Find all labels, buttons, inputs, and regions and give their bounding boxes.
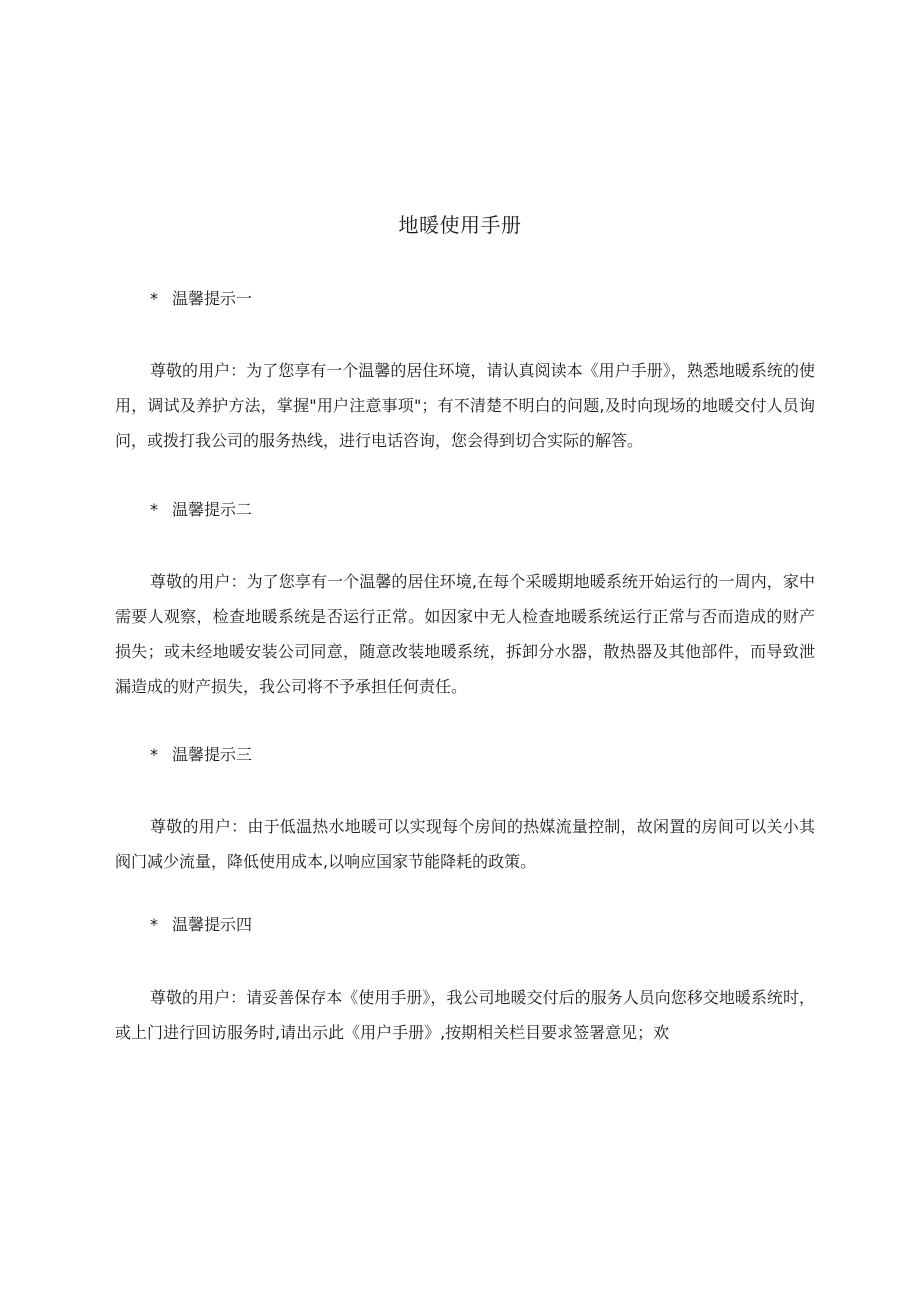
document-title: 地暖使用手册 xyxy=(398,213,522,237)
section-body-2: 尊敬的用户：为了您享有一个温馨的居住环境,在每个采暖期地暖系统开始运行的一周内，家中需要人观察，检查地暖系统是否运行正常。如因家中无人检查地暖系统运行正常与否而造成的财产损失；或未经地暖安装公司同意，随意改装地暖系统，拆卸分水器，散热器及其他部件，而导致泄漏造成的财产损失，我公司将不予承担任何责任。 xyxy=(115,572,815,696)
section-heading-text: 温馨提示二 xyxy=(172,500,253,519)
bullet-star: * xyxy=(150,500,158,519)
bullet-star: * xyxy=(150,289,158,308)
bullet-star: * xyxy=(150,745,158,764)
section-body-3: 尊敬的用户：由于低温热水地暖可以实现每个房间的热媒流量控制，故闲置的房间可以关小其阀门减少流量，降低使用成本,以响应国家节能降耗的政策。 xyxy=(115,817,815,871)
bullet-star: * xyxy=(150,915,158,934)
section-heading-text: 温馨提示四 xyxy=(172,915,253,934)
section-heading-1 xyxy=(150,287,252,311)
section-heading-2 xyxy=(150,498,252,522)
section-heading-3 xyxy=(150,743,252,767)
section-heading-4 xyxy=(150,913,252,937)
section-heading-text: 温馨提示一 xyxy=(172,289,253,308)
section-heading-text: 温馨提示三 xyxy=(172,745,253,764)
section-body-4: 尊敬的用户：请妥善保存本《使用手册》，我公司地暖交付后的服务人员向您移交地暖系统时，或上门进行回访服务时,请出示此《用户手册》,按期相关栏目要求签署意见；欢 xyxy=(115,988,815,1042)
section-body-1: 尊敬的用户：为了您享有一个温馨的居住环境，请认真阅读本《用户手册》，熟悉地暖系统的使用，调试及养护方法，掌握"用户注意事项"；有不清楚不明白的问题,及时向现场的地暖交付人员询问，或拨打我公司的服务热线，进行电话咨询，您会得到切合实际的解答。 xyxy=(115,361,815,450)
